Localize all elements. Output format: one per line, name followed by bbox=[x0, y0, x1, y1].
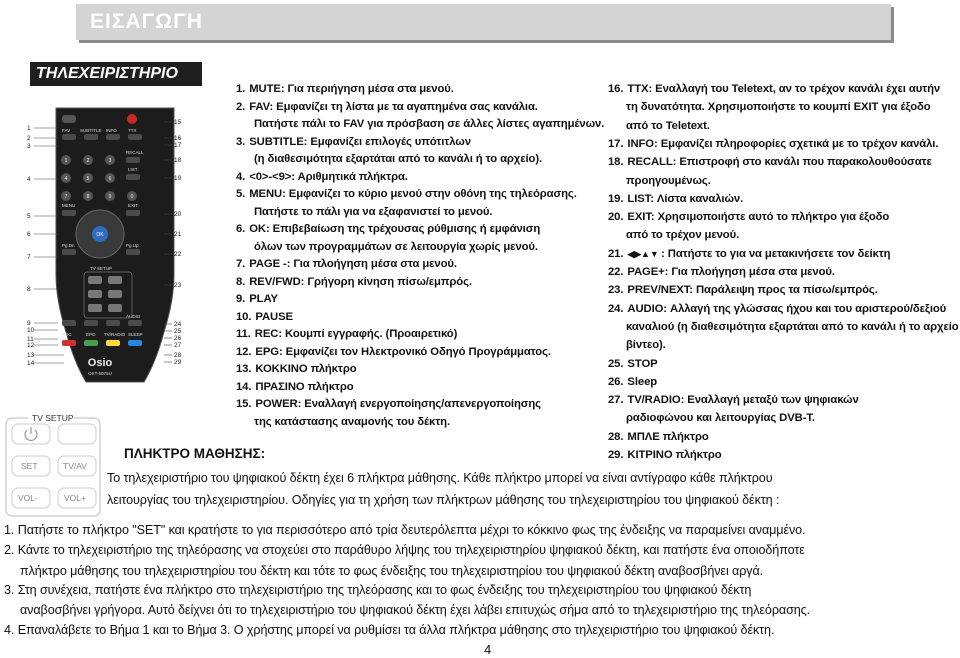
function-item bbox=[608, 391, 859, 409]
function-number: 11. bbox=[236, 328, 251, 340]
callout-12: 12 bbox=[27, 342, 35, 349]
function-item bbox=[608, 336, 666, 354]
function-text: POWER: Εναλλαγή ενεργοποίησης/απενεργοποίησης bbox=[255, 398, 541, 410]
function-text: καναλιού (η διαθεσιμότητα εξαρτάται από το κανάλι ή το αρχείο bbox=[626, 320, 959, 333]
function-text: ΠΡΑΣΙΝΟ πλήκτρο bbox=[255, 380, 354, 393]
sleep-label: SLEEP bbox=[128, 332, 143, 337]
function-text: TTX: Εναλλαγή του Teletext, αν το τρέχον κανάλι έχει αυτήν bbox=[627, 83, 941, 95]
ok-label: OK bbox=[96, 232, 104, 238]
function-item bbox=[236, 168, 408, 186]
audio-label: AUDIO bbox=[126, 314, 141, 319]
brand-logo: Osio bbox=[87, 357, 113, 369]
callout-22: 22 bbox=[174, 251, 182, 258]
exit-label: EXIT bbox=[128, 203, 139, 208]
callout-5: 5 bbox=[27, 213, 31, 220]
function-text: FAV: Εμφανίζει τη λίστα με τα αγαπημένα σας κανάλια. bbox=[249, 100, 538, 113]
function-item bbox=[608, 80, 940, 98]
epg-label: EPG bbox=[86, 332, 96, 337]
function-item bbox=[236, 325, 457, 343]
learning-step-2-cont: πλήκτρο μάθησης του τηλεχειριστηρίου του δέκτη και τότε το φως ένδειξης του τηλεχειριστηρίου του ψηφιακού δέκτη αναβοσβήνει αργά. bbox=[20, 564, 764, 578]
function-item bbox=[236, 273, 472, 291]
function-number: 6. bbox=[236, 223, 246, 235]
svg-text:0: 0 bbox=[130, 194, 134, 200]
function-text: PLAY bbox=[249, 293, 278, 305]
callout-16: 16 bbox=[174, 135, 182, 142]
function-item bbox=[236, 255, 457, 273]
function-text: EXIT: Χρησιμοποιήστε αυτό το πλήκτρο για έξοδο bbox=[627, 211, 890, 224]
function-number: 8. bbox=[236, 275, 246, 288]
function-item bbox=[608, 153, 932, 171]
set-label: SET bbox=[21, 461, 38, 471]
function-text: AUDIO: Αλλαγή της γλώσσας ήχου και του αριστερού/δεξιού bbox=[627, 302, 947, 315]
learning-step-4: 4. Επαναλάβετε το Βήμα 1 και το Βήμα 3. Ο χρήστης μπορεί να ρυθμίσει τα άλλα πλήκτρα μάθησης στο τηλεχειριστήριο του ψηφιακού δέκτη. bbox=[4, 623, 775, 637]
function-item bbox=[608, 208, 889, 226]
function-text: Πατήστε το πάλι για να εξαφανιστεί το μενού. bbox=[254, 205, 493, 218]
function-text: RECALL: Επιστροφή στο κανάλι που παρακολουθούσατε bbox=[627, 156, 932, 169]
function-item bbox=[236, 150, 542, 168]
function-number: 19. bbox=[608, 192, 624, 205]
svg-text:6: 6 bbox=[108, 176, 112, 182]
function-text: EPG: Εμφανίζει τον Ηλεκτρονικό Οδηγό Προγράμματος. bbox=[255, 345, 551, 358]
ttx-label: TTX bbox=[128, 128, 137, 133]
function-number: 24. bbox=[608, 302, 624, 315]
function-item bbox=[608, 263, 835, 281]
vol-plus-label: VOL+ bbox=[64, 493, 86, 503]
function-text: τη δυνατότητα. Χρησιμοποιήστε το κουμπί EXIT για έξοδο bbox=[626, 101, 931, 114]
remote-section-title: ΤΗΛΕΧΕΙΡΙΣΤΗΡΙΟ bbox=[36, 65, 178, 82]
callout-26: 26 bbox=[174, 335, 182, 342]
list-label: LIST bbox=[128, 167, 138, 172]
function-text: Πατήστε πάλι το FAV για πρόσβαση σε άλλες λίστες αγαπημένων. bbox=[254, 118, 605, 130]
function-number: 4. bbox=[236, 170, 246, 183]
function-text: PAGE+: Για πλοήγηση μέσα στα μενού. bbox=[627, 266, 835, 278]
function-text: (η διαθεσιμότητα εξαρτάται από το κανάλι ή το αρχείο). bbox=[254, 153, 543, 165]
svg-text:8: 8 bbox=[86, 194, 90, 200]
recall-label: RECALL bbox=[126, 150, 144, 155]
power-button bbox=[127, 114, 137, 124]
function-text: Sleep bbox=[627, 375, 658, 388]
pgup-label: Pg.Up bbox=[126, 243, 139, 248]
functions-right-list bbox=[608, 80, 958, 466]
yellow-button bbox=[106, 340, 120, 346]
function-number: 25. bbox=[608, 357, 624, 370]
callout-24: 24 bbox=[174, 321, 182, 328]
arrow-keys-icon: ◀▶▲▼ bbox=[627, 248, 662, 259]
callout-4: 4 bbox=[27, 176, 31, 183]
remote-illustration bbox=[24, 100, 210, 390]
blue-button bbox=[128, 340, 142, 346]
function-number: 20. bbox=[608, 211, 624, 224]
function-item bbox=[608, 373, 657, 391]
function-text: ΜΠΛΕ πλήκτρο bbox=[627, 430, 709, 443]
model-label: OST-5075U bbox=[88, 371, 112, 376]
callout-20: 20 bbox=[174, 211, 182, 218]
callout-23: 23 bbox=[174, 282, 182, 289]
function-item bbox=[236, 98, 538, 116]
function-text: της κατάστασης αναμονής του δέκτη. bbox=[254, 415, 450, 428]
function-number: 10. bbox=[236, 310, 252, 323]
callout-13: 13 bbox=[27, 352, 35, 359]
svg-text:5: 5 bbox=[86, 176, 90, 182]
function-number: 17. bbox=[608, 137, 624, 150]
subtitle-label: SUBTITLE bbox=[80, 128, 102, 133]
fav-label: FAV bbox=[62, 128, 71, 133]
pgdn-label: Pg.Dn bbox=[62, 243, 75, 248]
function-text: TV/RADIO: Εναλλαγή μεταξύ των ψηφιακών bbox=[627, 394, 859, 407]
function-item bbox=[608, 226, 739, 244]
green-button bbox=[84, 340, 98, 346]
function-item bbox=[608, 117, 710, 135]
function-item bbox=[608, 135, 938, 153]
function-item bbox=[608, 172, 711, 190]
function-item bbox=[608, 409, 815, 427]
callout-17: 17 bbox=[174, 142, 182, 149]
function-text: ΚΟΚΚΙΝΟ πλήκτρο bbox=[255, 363, 357, 375]
callout-14: 14 bbox=[27, 360, 35, 367]
tv-setup-title: TV SETUP bbox=[32, 413, 74, 423]
function-text: ραδιοφώνου και λειτουργίας DVB-T. bbox=[626, 412, 815, 425]
callout-29: 29 bbox=[174, 359, 182, 366]
function-item bbox=[236, 185, 577, 203]
function-number: 16. bbox=[608, 83, 624, 95]
svg-text:2: 2 bbox=[86, 158, 90, 164]
function-item bbox=[236, 203, 492, 221]
callout-7: 7 bbox=[27, 254, 31, 261]
learning-step-2: 2. Κάντε το τηλεχειριστήριο της τηλεόρασης να στοχεύει στο παράθυρο λήψης του τηλεχειριστηρίου ψηφιακού δέκτη, και πατήστε ένα οποιοδήποτε bbox=[4, 543, 805, 557]
callout-10: 10 bbox=[27, 327, 35, 334]
function-number: 22. bbox=[608, 266, 624, 278]
function-text: PREV/NEXT: Παράλειψη προς τα πίσω/εμπρός. bbox=[627, 284, 878, 297]
function-item bbox=[236, 133, 471, 151]
callout-27: 27 bbox=[174, 342, 182, 349]
red-button bbox=[62, 340, 76, 346]
svg-text:7: 7 bbox=[64, 194, 68, 200]
function-item bbox=[236, 115, 604, 133]
function-text: MUTE: Για περιήγηση μέσα στα μενού. bbox=[249, 83, 454, 95]
function-item bbox=[236, 220, 540, 238]
function-number: 28. bbox=[608, 430, 624, 443]
function-item bbox=[236, 343, 551, 361]
callout-1: 1 bbox=[27, 125, 31, 132]
function-number: 1. bbox=[236, 83, 246, 95]
function-item bbox=[608, 446, 722, 464]
function-text: PAUSE bbox=[255, 310, 293, 323]
function-item bbox=[236, 290, 278, 308]
function-text: MENU: Εμφανίζει το κύριο μενού στην οθόνη της τηλεόρασης. bbox=[249, 188, 577, 200]
function-item bbox=[236, 395, 541, 413]
page-number: 4 bbox=[484, 642, 492, 657]
callout-25: 25 bbox=[174, 328, 182, 335]
function-text: : Πατήστε το για να μετακινήσετε τον δείκτη bbox=[661, 247, 891, 260]
function-item bbox=[236, 308, 293, 326]
svg-text:3: 3 bbox=[108, 158, 112, 164]
function-text: από το τρέχον μενού. bbox=[626, 229, 740, 242]
function-text: από το Teletext. bbox=[626, 119, 710, 132]
left-callout-numbers bbox=[27, 125, 35, 367]
function-number: 26. bbox=[608, 375, 624, 388]
function-item bbox=[608, 428, 709, 446]
callout-3: 3 bbox=[27, 143, 31, 150]
function-number: 12. bbox=[236, 345, 252, 358]
function-number: 27. bbox=[608, 394, 624, 407]
function-item bbox=[236, 80, 454, 98]
learning-intro-line-1: Το τηλεχειριστήριο του ψηφιακού δέκτη έχει 6 πλήκτρα μάθησης. Κάθε πλήκτρο μπορεί να είναι αντίγραφο κάθε πλήκτρου bbox=[107, 471, 773, 485]
function-number: 29. bbox=[608, 449, 624, 461]
callout-2: 2 bbox=[27, 135, 31, 142]
function-number: 5. bbox=[236, 188, 246, 200]
function-text: OK: Επιβεβαίωση της τρέχουσας ρύθμισης ή εμφάνιση bbox=[249, 223, 541, 235]
function-text: προηγουμένως. bbox=[626, 174, 711, 187]
callout-15: 15 bbox=[174, 119, 182, 126]
rec-label: REC bbox=[62, 332, 72, 337]
tv-av-label: TV/AV bbox=[63, 461, 87, 471]
learning-step-1: 1. Πατήστε το πλήκτρο "SET" και κρατήστε το για περισσότερο από τρία δευτερόλεπτα μέχρι το κόκκινο φως της ένδειξης να παραμείνει αναμμένο. bbox=[4, 523, 806, 537]
tvradio-label: TV/RADIO bbox=[104, 332, 126, 337]
callout-11: 11 bbox=[27, 336, 34, 343]
function-text: REC: Κουμπί εγγραφής. (Προαιρετικό) bbox=[254, 328, 458, 340]
function-item bbox=[608, 318, 959, 336]
function-item bbox=[236, 238, 538, 256]
function-number: 21. bbox=[608, 247, 624, 260]
function-number: 13. bbox=[236, 363, 252, 375]
mute-button bbox=[62, 115, 76, 123]
function-text: REV/FWD: Γρήγορη κίνηση πίσω/εμπρός. bbox=[249, 275, 472, 288]
function-number: 9. bbox=[236, 293, 246, 305]
function-number: 15. bbox=[236, 398, 252, 410]
function-item bbox=[236, 378, 354, 396]
callout-21: 21 bbox=[174, 231, 182, 238]
function-text: ΚΙΤΡΙΝΟ πλήκτρο bbox=[627, 449, 722, 461]
menu-label: MENU bbox=[62, 203, 76, 208]
function-item bbox=[236, 413, 450, 431]
learning-intro-line-2: λειτουργίας του τηλεχειριστηρίου. Οδηγίες για τη χρήση των πλήκτρων μάθησης του τηλεχειριστηρίου του ψηφιακού δέκτη : bbox=[107, 493, 780, 507]
function-text: <0>-<9>: Αριθμητικά πλήκτρα. bbox=[249, 170, 408, 183]
function-text: PAGE -: Για πλοήγηση μέσα στα μενού. bbox=[249, 258, 457, 270]
vol-minus-label: VOL- bbox=[18, 493, 38, 503]
blank-key bbox=[58, 424, 96, 444]
function-number: 2. bbox=[236, 100, 246, 113]
function-number: 7. bbox=[236, 258, 246, 270]
tv-setup-panel bbox=[4, 410, 104, 518]
function-text: βίντεο). bbox=[626, 339, 666, 352]
svg-text:4: 4 bbox=[64, 176, 68, 182]
page-title: ΕΙΣΑΓΩΓΗ bbox=[90, 10, 203, 33]
function-number: 23. bbox=[608, 284, 624, 297]
function-item bbox=[608, 300, 946, 318]
callout-28: 28 bbox=[174, 352, 182, 359]
function-text: LIST: Λίστα καναλιών. bbox=[627, 192, 744, 205]
info-label: INFO bbox=[106, 128, 117, 133]
svg-text:9: 9 bbox=[108, 194, 112, 200]
function-text: INFO: Εμφανίζει πληροφορίες σχετικά με το τρέχον κανάλι. bbox=[627, 137, 939, 150]
function-number: 3. bbox=[236, 135, 246, 148]
svg-text:1: 1 bbox=[64, 158, 68, 164]
function-number: 18. bbox=[608, 156, 624, 169]
learning-step-3: 3. Στη συνέχεια, πατήστε ένα πλήκτρο στο τηλεχειριστήριο της τηλεόρασης και το φως ένδειξης του τηλεχειριστηρίου του ψηφιακού δέκτη bbox=[4, 583, 752, 597]
tvsetup-label: TV SETUP bbox=[90, 266, 113, 271]
function-item bbox=[608, 190, 743, 208]
function-item bbox=[608, 245, 890, 263]
function-text: SUBTITLE: Εμφανίζει επιλογές υπότιτλων bbox=[249, 135, 471, 148]
function-item bbox=[608, 355, 658, 373]
functions-left-list bbox=[236, 80, 605, 445]
callout-18: 18 bbox=[174, 157, 182, 164]
callout-9: 9 bbox=[27, 320, 31, 327]
callout-19: 19 bbox=[174, 175, 182, 182]
function-text: STOP bbox=[627, 357, 658, 370]
function-item bbox=[608, 281, 878, 299]
function-text: όλων των προγραμμάτων σε λειτουργία χωρίς μενού. bbox=[254, 240, 538, 253]
learning-step-3-cont: αναβοσβήνει γρήγορα. Αυτό δείχνει ότι το τηλεχειριστήριο του ψηφιακού δέκτη έχει λάβει επιτυχώς σήμα από το τηλεχειριστήριο της τηλεόρασης. bbox=[20, 603, 811, 617]
function-item bbox=[236, 360, 357, 378]
callout-6: 6 bbox=[27, 231, 31, 238]
learning-key-title: ΠΛΗΚΤΡΟ ΜΑΘΗΣΗΣ: bbox=[124, 446, 266, 461]
function-item bbox=[608, 98, 931, 116]
function-number: 14. bbox=[236, 380, 252, 393]
callout-8: 8 bbox=[27, 286, 31, 293]
right-callout-numbers bbox=[174, 119, 182, 366]
